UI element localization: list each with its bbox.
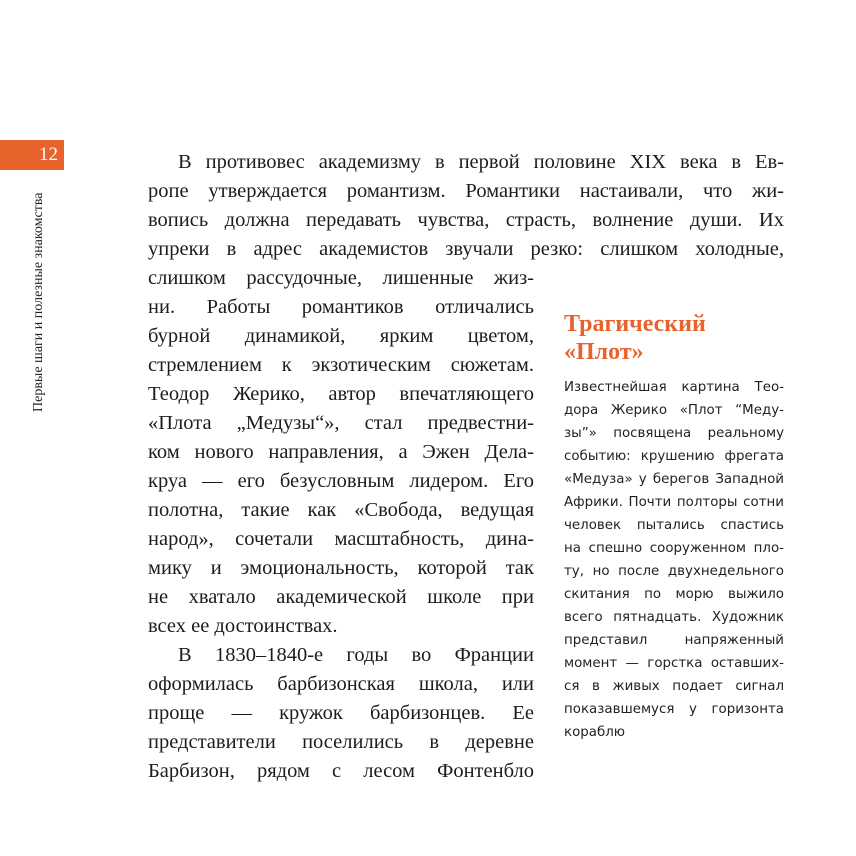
sidebar-body-line: дора Жерико «Плот “Меду- bbox=[564, 403, 784, 418]
sidebar-body-line: на спешно сооруженном пло- bbox=[564, 541, 784, 556]
sidebar-body-line: представил напряженный bbox=[564, 633, 784, 648]
main-text-line: ропе утверждается романтизм. Романтики настаивали, что жи- bbox=[148, 180, 784, 202]
sidebar-title-line: Трагический bbox=[564, 311, 706, 337]
sidebar-body-line: кораблю bbox=[564, 725, 626, 740]
sidebar-body-line: всего пятнадцать. Художник bbox=[564, 610, 784, 625]
main-text-line: представители поселились в деревне bbox=[148, 731, 534, 753]
main-text-line: упреки в адрес академистов звучали резко: слишком холодные, bbox=[148, 238, 784, 260]
sidebar-title bbox=[564, 310, 794, 366]
main-text-line: стремлением к экзотическим сюжетам. bbox=[148, 354, 534, 376]
main-text-line: проще — кружок барбизонцев. Ее bbox=[148, 702, 534, 724]
main-text-line: народ», сочетали масштабность, дина- bbox=[148, 528, 534, 550]
sidebar-body-line: скитания по морю выжило bbox=[564, 587, 784, 602]
main-text-line: круа — его безусловным лидером. Его bbox=[148, 470, 534, 492]
page-number: 12 bbox=[0, 140, 64, 170]
main-text-line: всех ее достоинствах. bbox=[148, 615, 338, 637]
sidebar-body-line: ту, но после двухнедельного bbox=[564, 564, 784, 579]
main-text-line: В 1830–1840-е годы во Франции bbox=[178, 644, 534, 666]
main-text-line: Теодор Жерико, автор впечатляющего bbox=[148, 383, 534, 405]
running-head: Первые шаги и полезные знакомства bbox=[31, 192, 46, 412]
main-text-line: мику и эмоциональность, которой так bbox=[148, 557, 534, 579]
main-text-line: ни. Работы романтиков отличались bbox=[148, 296, 534, 318]
main-text-line: вопись должна передавать чувства, страсть, волнение души. Их bbox=[148, 209, 784, 231]
sidebar-body-line: показавшемуся у горизонта bbox=[564, 702, 784, 717]
main-text-line: бурной динамикой, ярким цветом, bbox=[148, 325, 534, 347]
sidebar-title-line: «Плот» bbox=[564, 339, 644, 365]
sidebar-body-line: Африки. Почти полторы сотни bbox=[564, 495, 784, 510]
sidebar-body-line: момент — горстка оставших- bbox=[564, 656, 784, 671]
sidebar-body-line: ся в живых подает сигнал bbox=[564, 679, 784, 694]
main-text-line: полотна, такие как «Свобода, ведущая bbox=[148, 499, 534, 521]
sidebar-body-line: Известнейшая картина Тео- bbox=[564, 380, 784, 395]
main-text-line: В противовес академизму в первой половине XIX века в Ев- bbox=[178, 151, 784, 173]
sidebar-body-line: событию: крушению фрегата bbox=[564, 449, 784, 464]
main-text-line: слишком рассудочные, лишенные жиз- bbox=[148, 267, 534, 289]
main-text-line: «Плота „Медузы“», стал предвестни- bbox=[148, 412, 534, 434]
main-text-line: оформилась барбизонская школа, или bbox=[148, 673, 534, 695]
sidebar-body-line: человек пытались спастись bbox=[564, 518, 784, 533]
main-text-line: Барбизон, рядом с лесом Фонтенбло bbox=[148, 760, 534, 782]
main-text-line: не хватало академической школе при bbox=[148, 586, 534, 608]
sidebar-body-line: «Медуза» у берегов Западной bbox=[564, 472, 784, 487]
sidebar-body-line: зы”» посвящена реальному bbox=[564, 426, 784, 441]
main-text-line: ком нового направления, а Эжен Дела- bbox=[148, 441, 534, 463]
